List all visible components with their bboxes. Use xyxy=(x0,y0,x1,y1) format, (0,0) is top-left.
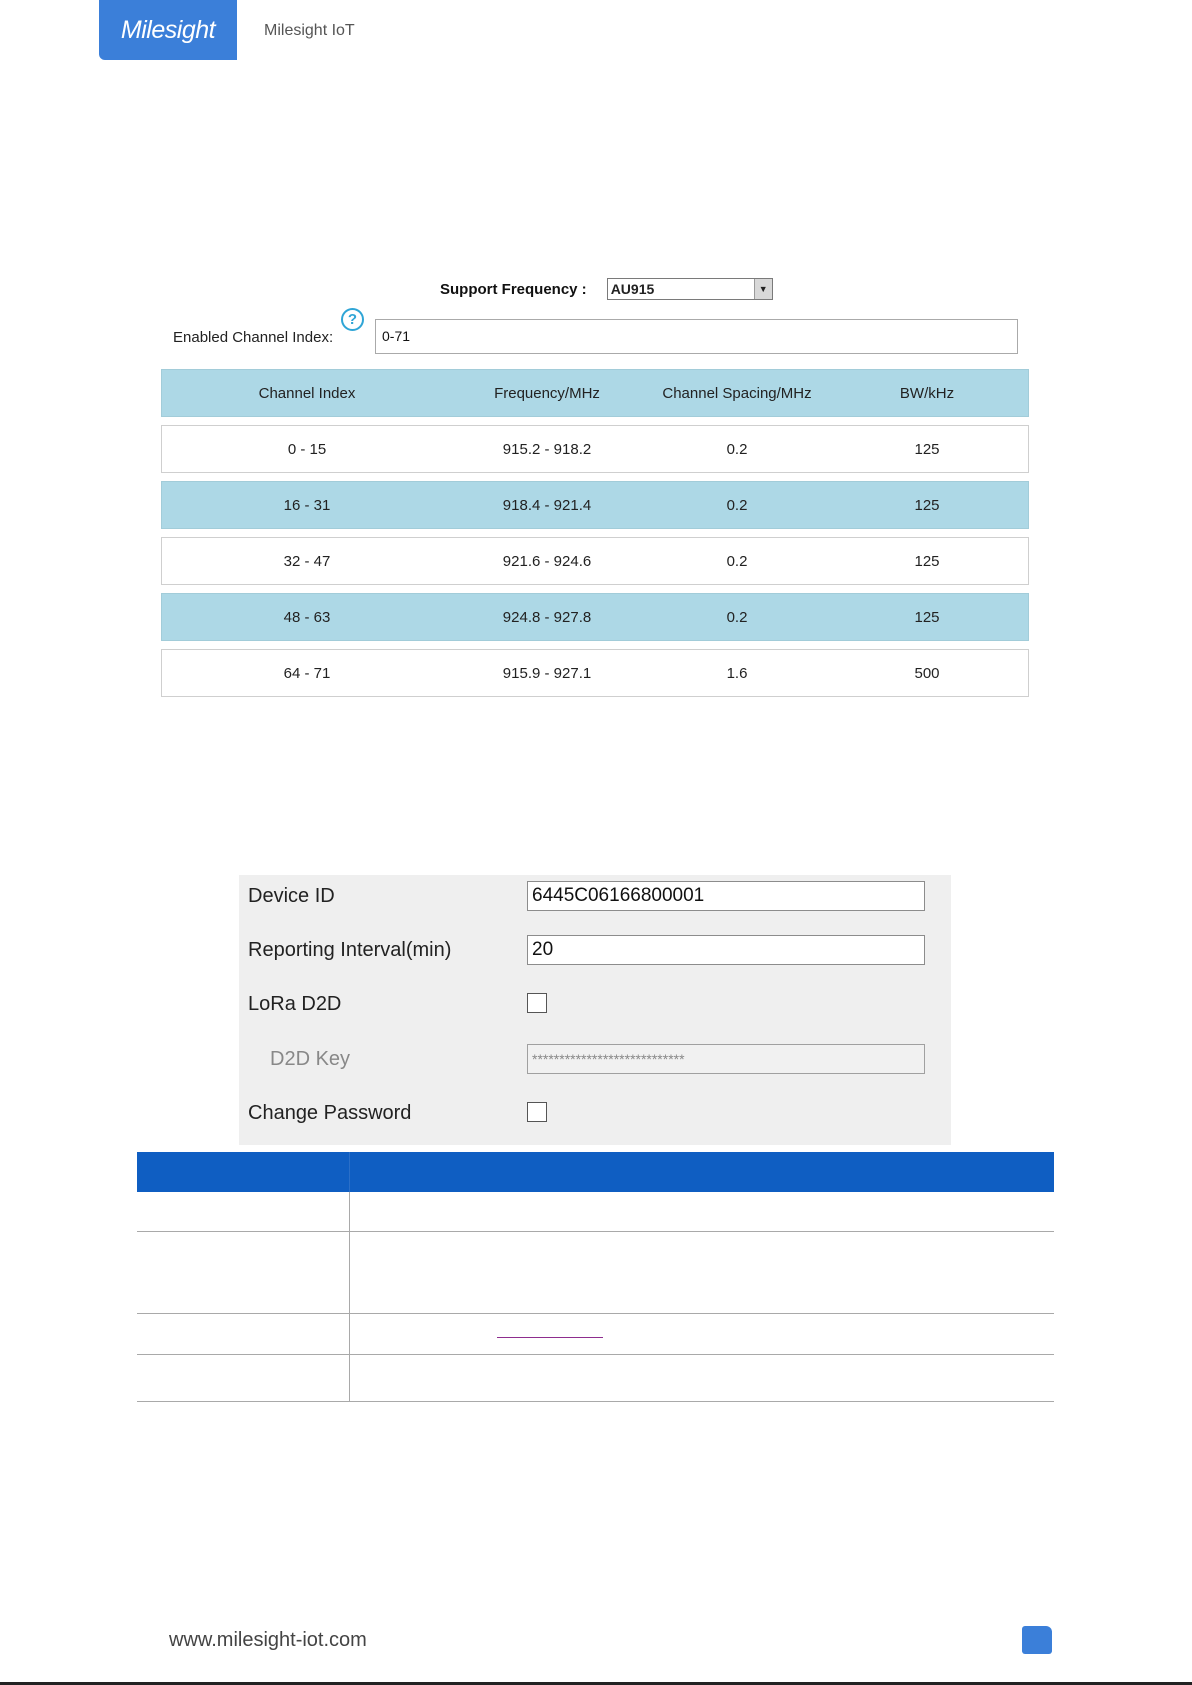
support-frequency-select[interactable] xyxy=(607,278,773,300)
d2d-key-row xyxy=(239,1038,951,1078)
support-frequency-label: Support Frequency : xyxy=(440,280,587,298)
parameter-table-header xyxy=(137,1152,1054,1192)
table-cell: 125 xyxy=(914,496,940,514)
table-cell: 924.8 - 927.8 xyxy=(502,608,592,626)
milesight-logo xyxy=(99,0,237,60)
device-settings-panel xyxy=(239,875,951,1145)
table-cell: 125 xyxy=(914,608,940,626)
table-cell: 0.2 xyxy=(726,608,748,626)
header-bandwidth: BW/kHz xyxy=(899,384,955,402)
table-cell xyxy=(350,1314,1054,1354)
header-cell xyxy=(137,1152,350,1192)
table-cell: 0 - 15 xyxy=(287,440,327,458)
table-row xyxy=(161,649,1029,697)
footer-url[interactable]: www.milesight-iot.com xyxy=(169,1629,367,1651)
table-cell: 16 - 31 xyxy=(283,496,331,514)
table-cell: 48 - 63 xyxy=(283,608,331,626)
table-cell xyxy=(350,1192,1054,1231)
d2d-key-field: **************************** xyxy=(527,1044,925,1074)
table-cell: 1.6 xyxy=(726,664,748,682)
table-cell: 915.2 - 918.2 xyxy=(502,440,592,458)
table-cell: 500 xyxy=(914,664,940,682)
table-row xyxy=(137,1192,1054,1232)
lora-d2d-row xyxy=(239,983,951,1023)
table-cell: 125 xyxy=(914,552,940,570)
table-cell: 0.2 xyxy=(726,440,748,458)
table-cell xyxy=(137,1314,350,1354)
table-cell: 918.4 - 921.4 xyxy=(502,496,592,514)
reporting-interval-row xyxy=(239,929,951,969)
table-row xyxy=(137,1355,1054,1402)
table-cell xyxy=(350,1355,1054,1401)
device-id-field[interactable]: 6445C06166800001 xyxy=(527,881,925,911)
parameter-table xyxy=(137,1152,1054,1402)
brand-label: Milesight IoT xyxy=(264,22,355,39)
channel-table xyxy=(161,369,1029,705)
lora-d2d-label: LoRa D2D xyxy=(248,993,342,1015)
d2d-key-label: D2D Key xyxy=(270,1048,351,1070)
support-frequency-row xyxy=(440,278,773,300)
enabled-channel-label: Enabled Channel Index: xyxy=(173,329,334,346)
table-row xyxy=(161,537,1029,585)
logo-text: Milesight xyxy=(120,15,216,44)
table-cell xyxy=(137,1232,350,1313)
support-frequency-value: AU915 xyxy=(610,281,655,297)
change-password-checkbox[interactable] xyxy=(527,1102,547,1122)
table-cell xyxy=(350,1232,1054,1313)
enabled-channel-input[interactable]: 0-71 xyxy=(375,319,1018,354)
page-number-badge xyxy=(1022,1626,1052,1654)
channel-table-header xyxy=(161,369,1029,417)
table-cell: 915.9 - 927.1 xyxy=(502,664,592,682)
table-cell xyxy=(137,1355,350,1401)
help-icon[interactable]: ? xyxy=(341,308,364,331)
change-password-row xyxy=(239,1092,951,1132)
table-cell: 0.2 xyxy=(726,496,748,514)
chevron-down-icon[interactable]: ▼ xyxy=(754,279,772,299)
device-id-label: Device ID xyxy=(248,885,335,907)
reporting-interval-label: Reporting Interval(min) xyxy=(248,939,452,961)
table-cell: 921.6 - 924.6 xyxy=(502,552,592,570)
table-row xyxy=(137,1232,1054,1314)
table-cell: 0.2 xyxy=(726,552,748,570)
table-cell xyxy=(137,1192,350,1231)
device-id-row xyxy=(239,875,951,915)
header-channel-spacing: Channel Spacing/MHz xyxy=(662,384,812,402)
table-cell: 64 - 71 xyxy=(283,664,331,682)
table-cell: 32 - 47 xyxy=(283,552,331,570)
table-row xyxy=(137,1314,1054,1355)
table-row xyxy=(161,425,1029,473)
change-password-label: Change Password xyxy=(248,1102,412,1124)
lora-d2d-checkbox[interactable] xyxy=(527,993,547,1013)
hyperlink[interactable] xyxy=(497,1337,603,1338)
header-channel-index: Channel Index xyxy=(258,384,356,402)
header-cell xyxy=(350,1152,1054,1192)
table-row xyxy=(161,481,1029,529)
table-cell: 125 xyxy=(914,440,940,458)
table-row xyxy=(161,593,1029,641)
reporting-interval-field[interactable]: 20 xyxy=(527,935,925,965)
header-frequency: Frequency/MHz xyxy=(494,384,600,402)
